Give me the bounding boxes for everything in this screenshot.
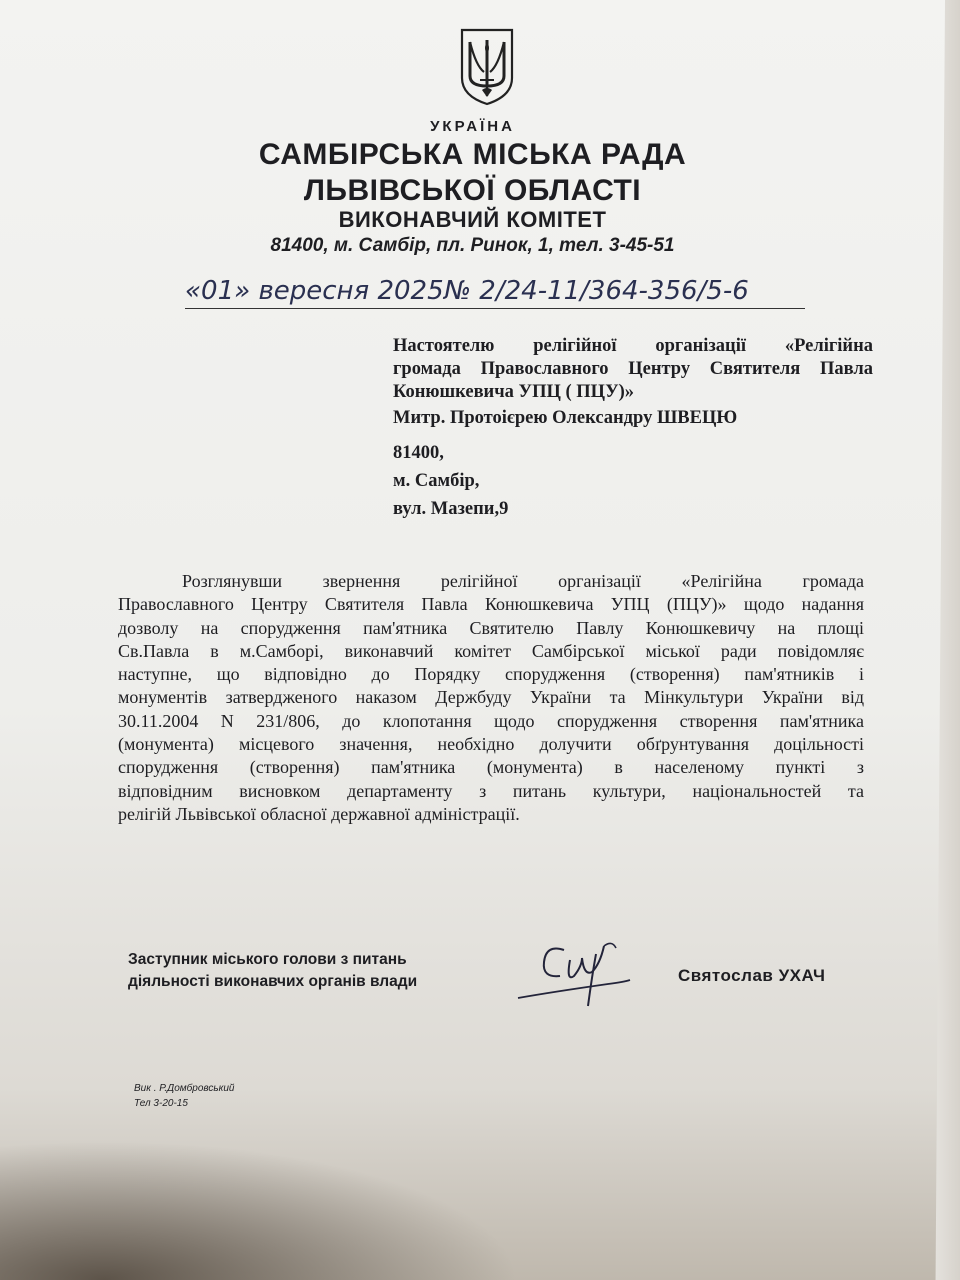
body-line: відповідним висновком департаменту з питань культури, національностей та	[118, 780, 864, 801]
letter-date: «01» вересня 2025	[185, 276, 444, 306]
addressee-postcode: 81400,	[393, 443, 444, 463]
letter-body	[118, 570, 864, 826]
body-line: спорудження (створення) пам'ятника (монумента) в населеному пункті з	[118, 757, 864, 778]
body-line: Св.Павла в м.Самборі, виконавчий комітет Самбірської міської ради повідомляє	[118, 640, 864, 661]
body-line: монументів затвердженого наказом Держбуду України та Мінкультури України від	[118, 687, 864, 708]
council-address: 81400, м. Самбір, пл. Ринок, 1, тел. 3-45-51	[270, 235, 675, 256]
executor-phone: Тел 3-20-15	[134, 1098, 188, 1109]
body-line: (монумента) місцевого значення, необхідно долучити обґрунтування доцільності	[118, 734, 864, 755]
trident-emblem-icon	[458, 26, 516, 106]
addressee-line-1: Настоятелю релігійної організації «Релігійна	[393, 336, 873, 356]
body-line: наступне, що відповідно до Порядку спорудження (створення) пам'ятників і	[118, 664, 864, 685]
body-line: Православного Центру Святителя Павла Конюшкевича УПЦ (ПЦУ)» щодо надання	[118, 594, 864, 615]
handwritten-signature	[512, 936, 642, 1016]
signatory-name: Святослав УХАЧ	[678, 966, 826, 985]
executor-name: Вик . Р.Домбровський	[134, 1083, 235, 1094]
council-name: САМБІРСЬКА МІСЬКА РАДА	[258, 138, 687, 171]
letter-number: № 2/24-11/364-356/5-6	[444, 276, 749, 306]
country-name: УКРАЇНА	[430, 118, 515, 135]
committee-name: ВИКОНАВЧИЙ КОМІТЕТ	[338, 207, 607, 232]
signatory-title-line-2: діяльності виконавчих органів влади	[128, 973, 418, 990]
region-name: ЛЬВІВСЬКОЇ ОБЛАСТІ	[303, 174, 642, 207]
photo-shadow	[0, 1140, 520, 1280]
body-line: Розглянувши звернення релігійної організації «Релігійна громада	[182, 571, 864, 591]
addressee-name: Митр. Протоієрею Олександру ШВЕЦЮ	[393, 408, 738, 428]
addressee-line-3: Конюшкевича УПЦ ( ПЦУ)»	[393, 382, 635, 402]
body-line: релігій Львівської обласної державної адміністрації.	[118, 803, 520, 824]
addressee-city: м. Самбір,	[393, 471, 480, 491]
reference-underline	[185, 308, 805, 309]
signatory-title-line-1: Заступник міського голови з питань	[128, 951, 407, 968]
body-line: 30.11.2004 N 231/806, до клопотання щодо спорудження створення пам'ятника	[118, 710, 864, 731]
addressee-street: вул. Мазепи,9	[393, 499, 509, 519]
body-line: дозволу на спорудження пам'ятника Святителю Павлу Конюшкевичу на площі	[118, 617, 864, 638]
addressee-line-2: громада Православного Центру Святителя Павла	[393, 359, 873, 379]
